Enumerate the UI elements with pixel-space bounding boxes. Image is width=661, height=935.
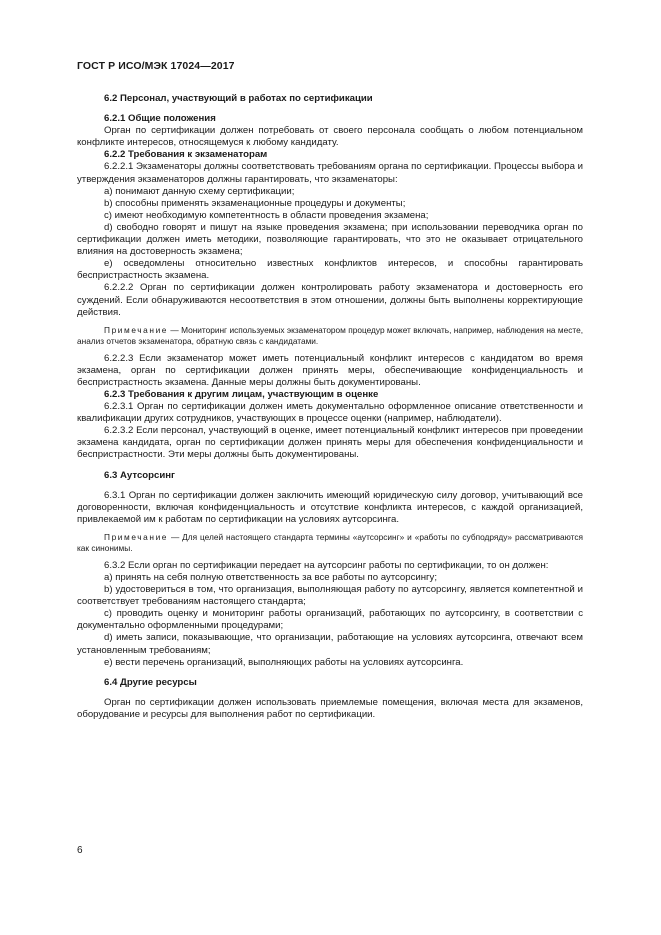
section-6-3-title: 6.3 Аутсорсинг	[104, 469, 176, 481]
section-6-3-2-text: 6.3.2 Если орган по сертификации передает на аутсорсинг работы по сертификации, то он должен:	[104, 559, 549, 571]
section-6-2-2-2-text: 6.2.2.2 Орган по сертификации должен контролировать работу экзаменатора и достоверность его суждений. Если обнаруживаются несоответствия в этом отношении, должны быть выполнены корректирующие действия.	[77, 282, 583, 318]
section-6-2-1-title: 6.2.1 Общие положения	[104, 113, 216, 125]
section-6-2-title: 6.2 Персонал, участвующий в работах по сертификации	[104, 93, 373, 104]
section-6-2-2-3-text: 6.2.2.3 Если экзаменатор может иметь потенциальный конфликт интересов с кандидатом во время экзамена, орган по сертификации должен принять меры, обеспечивающие конфиденциальность и беспристрастность экзамена. Данные меры должны быть документированы.	[77, 352, 583, 388]
list-item: c) проводить оценку и мониторинг работы организаций, работающих по аутсорсингу, в соответствии с документально оформленными процедурами;	[77, 608, 583, 632]
section-6-2-3-1-text: 6.2.3.1 Орган по сертификации должен иметь документально оформленное описание ответственности и квалификации других сотрудников, участвующих в процессе оценки (например, наблюдатели).	[77, 401, 583, 425]
document-header: ГОСТ Р ИСО/МЭК 17024—2017	[77, 60, 235, 72]
list-item: e) вести перечень организаций, выполняющих работы на условиях аутсорсинга.	[104, 656, 464, 668]
section-6-2-3-title: 6.2.3 Требования к другим лицам, участвующим в оценке	[104, 388, 379, 400]
list-item: e) осведомлены относительно известных конфликтов интересов, и способны гарантировать беспристрастность экзамена.	[77, 258, 583, 282]
note-label: Примечание	[104, 324, 169, 335]
note-label: Примечание	[104, 531, 169, 542]
note-text: — Мониторинг используемых экзаменатором процедур может включать, например, наблюдения на месте, анализ отчетов экзаменатора, обратную связь с кандидатами.	[77, 324, 583, 346]
list-item: c) имеют необходимую компетентность в области проведения экзамена;	[104, 209, 429, 221]
list-item: d) свободно говорят и пишут на языке проведения экзамена; при использовании переводчика орган по сертификации должен иметь методики, позволяющие гарантировать, что это не оказывает отрицательного влияния на достоверность экзамена;	[77, 221, 583, 258]
page-number: 6	[77, 845, 83, 856]
section-6-4-text: Орган по сертификации должен использовать приемлемые помещения, включая места для экзаменов, оборудование и ресурсы для выполнения работ по сертификации.	[77, 696, 583, 720]
note-text: — Для целей настоящего стандарта термины «аутсорсинг» и «работы по субподряду» рассматриваются как синонимы.	[77, 531, 583, 553]
section-6-2-2-title: 6.2.2 Требования к экзаменаторам	[104, 149, 268, 161]
section-6-2-3-2-text: 6.2.3.2 Если персонал, участвующий в оценке, имеет потенциальный конфликт интересов при проведении экзамена кандидата, орган по сертификации должен принять меры для обеспечения конфиденциальности и беспристрастности. Эти меры должны быть документированы.	[77, 425, 583, 461]
section-6-2-1-text: Орган по сертификации должен потребовать от своего персонала сообщать о любом потенциальном конфликте интересов, относящемуся к любому кандидату.	[77, 125, 583, 149]
list-item: a) принять на себя полную ответственность за все работы по аутсорсингу;	[104, 572, 438, 583]
list-item: b) удостовериться в том, что организация, выполняющая работу по аутсорсингу, является компетентной и соответствует требованиям настоящего стандарта;	[77, 584, 583, 608]
document-body	[77, 93, 583, 721]
list-item: a) понимают данную схему сертификации;	[104, 185, 295, 197]
note-monitoring	[77, 325, 583, 347]
list-item: d) иметь записи, показывающие, что организации, работающие на условиях аутсорсинга, отвечают всем установленным требованиям;	[77, 632, 583, 656]
section-6-3-1-text: 6.3.1 Орган по сертификации должен заключить имеющий юридическую силу договор, учитывающий все договоренности, включая конфиденциальность и отсутствие конфликта интересов, с каждой организацией, привлекаемой им к работам по сертификации на условиях аутсорсинга.	[77, 489, 583, 525]
section-6-4-title: 6.4 Другие ресурсы	[104, 676, 197, 688]
note-outsourcing	[77, 532, 583, 554]
list-item: b) способны применять экзаменационные процедуры и документы;	[104, 197, 406, 209]
section-6-2-2-1-text: 6.2.2.1 Экзаменаторы должны соответствовать требованиям органа по сертификации. Процессы выбора и утверждения экзаменаторов должны гарантировать, что экзаменаторы:	[77, 161, 583, 185]
